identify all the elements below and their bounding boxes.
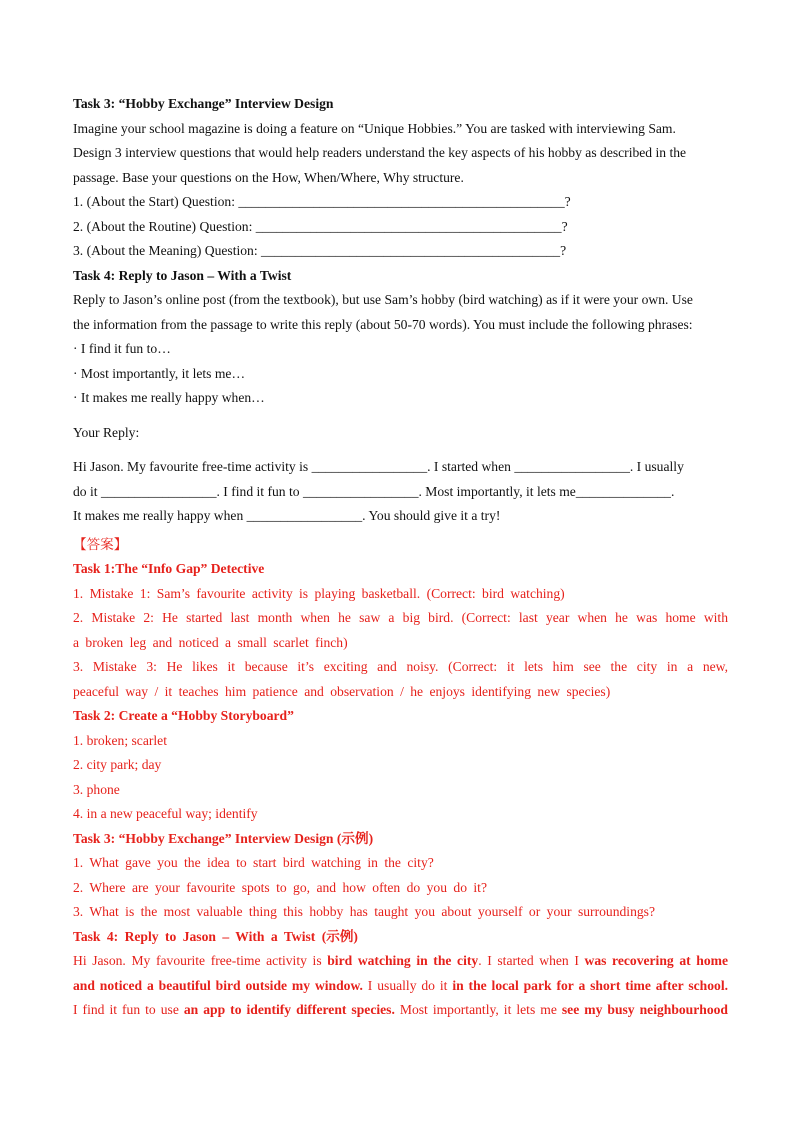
answer-task4-text-2: . I started when I	[478, 953, 585, 968]
answer-task4-text-5: Most importantly, it lets me	[394, 1002, 562, 1017]
answer-task4-reply	[73, 949, 728, 1023]
answer-task4-title: Task 4: Reply to Jason – With a Twist (示例)	[73, 928, 358, 944]
answer-task2-item-4: 4. in a new peaceful way; identify	[73, 806, 258, 821]
answers-heading: 【答案】	[73, 536, 128, 552]
task4-reply-line-3: It makes me really happy when _________________. You should give it a try!	[73, 508, 501, 523]
answer-task3-item-1: 1. What gave you the idea to start bird watching in the city?	[73, 855, 434, 870]
task4-phrase-1: · I find it fun to…	[73, 341, 171, 356]
task4-your-reply-label: Your Reply:	[73, 424, 140, 440]
task4-reply-line-1: Hi Jason. My favourite free-time activity is _________________. I started when _________________. I usually	[73, 459, 684, 474]
task3-intro-line-1: Imagine your school magazine is doing a feature on “Unique Hobbies.” You are tasked with interviewing Sam.	[73, 120, 676, 136]
answer-task4-bold-2: was recovering at home	[584, 953, 728, 968]
answer-task1-mistake-3-line-1: 3. Mistake 3: He likes it because it’s exciting and noisy. (Correct: it lets him see the city in a new,	[73, 659, 728, 674]
answer-task1-mistake-3-line-2: peaceful way / it teaches him patience and observation / he enjoys identifying new species)	[73, 683, 611, 699]
answer-task4-line-1	[73, 949, 728, 974]
task4-title: Task 4: Reply to Jason – With a Twist	[73, 267, 292, 283]
answer-task3-item-2: 2. Where are your favourite spots to go, and how often do you do it?	[73, 879, 487, 895]
answer-task4-bold-4: in the local park for a short time after school.	[452, 977, 729, 993]
task3-intro-line-3: passage. Base your questions on the How, When/Where, Why structure.	[73, 169, 464, 185]
answer-task2-item-3: 3. phone	[73, 781, 120, 797]
spacer	[73, 411, 728, 421]
answer-task4-bold-6: see my busy neighbourhood	[561, 1002, 728, 1017]
answer-task4-line-2	[73, 974, 728, 999]
answer-task1-mistake-1: 1. Mistake 1: Sam’s favourite activity is playing basketball. (Correct: bird watching)	[73, 585, 565, 601]
task3-question-1: 1. (About the Start) Question: ________________________________________________?	[73, 194, 571, 209]
answer-task1-mistake-2-line-1: 2. Mistake 2: He started last month when he saw a big bird. (Correct: last year when he was home with	[73, 610, 728, 625]
answer-task4-text-1: Hi Jason. My favourite free-time activity is	[73, 953, 328, 968]
task3-title: Task 3: “Hobby Exchange” Interview Design	[73, 96, 334, 111]
answer-task4-bold-3: and noticed a beautiful bird outside my window.	[73, 977, 363, 993]
document-page	[73, 92, 728, 1023]
answer-task2-item-2: 2. city park; day	[73, 757, 162, 772]
spacer	[73, 445, 728, 455]
answer-task4-bold-1: bird watching in the city	[327, 953, 479, 968]
task4-phrase-3: · It makes me really happy when…	[73, 390, 265, 405]
task4-phrase-2: · Most importantly, it lets me…	[73, 365, 246, 381]
task4-reply-line-2: do it _________________. I find it fun to _________________. Most importantly, it lets me______________.	[73, 483, 675, 499]
answer-task1-mistake-2-line-2: a broken leg and noticed a small scarlet finch)	[73, 634, 348, 650]
task3-question-2: 2. (About the Routine) Question: _____________________________________________?	[73, 218, 568, 234]
task4-intro-line-1: Reply to Jason’s online post (from the textbook), but use Sam’s hobby (bird watching) as if it were your own. Use	[73, 292, 693, 307]
answer-task4-line-3	[73, 998, 728, 1023]
answer-task2-item-1: 1. broken; scarlet	[73, 732, 167, 748]
answer-task4-text-4: I find it fun to use	[73, 1002, 184, 1017]
task3-question-3: 3. (About the Meaning) Question: ____________________________________________?	[73, 243, 567, 258]
task3-intro-line-2: Design 3 interview questions that would help readers understand the key aspects of his hobby as described in the	[73, 145, 687, 160]
answer-task3-item-3: 3. What is the most valuable thing this hobby has taught you about yourself or your surroundings?	[73, 904, 655, 919]
answer-task4-bold-5: an app to identify different species.	[183, 1002, 395, 1017]
answer-task2-title: Task 2: Create a “Hobby Storyboard”	[73, 708, 294, 723]
task4-intro-line-2: the information from the passage to write this reply (about 50-70 words). You must include the following phrases:	[73, 316, 693, 332]
answer-task3-title: Task 3: “Hobby Exchange” Interview Design (示例)	[73, 830, 374, 846]
answer-task1-title: Task 1:The “Info Gap” Detective	[73, 561, 265, 576]
answer-task4-text-3: I usually do it	[362, 977, 453, 993]
